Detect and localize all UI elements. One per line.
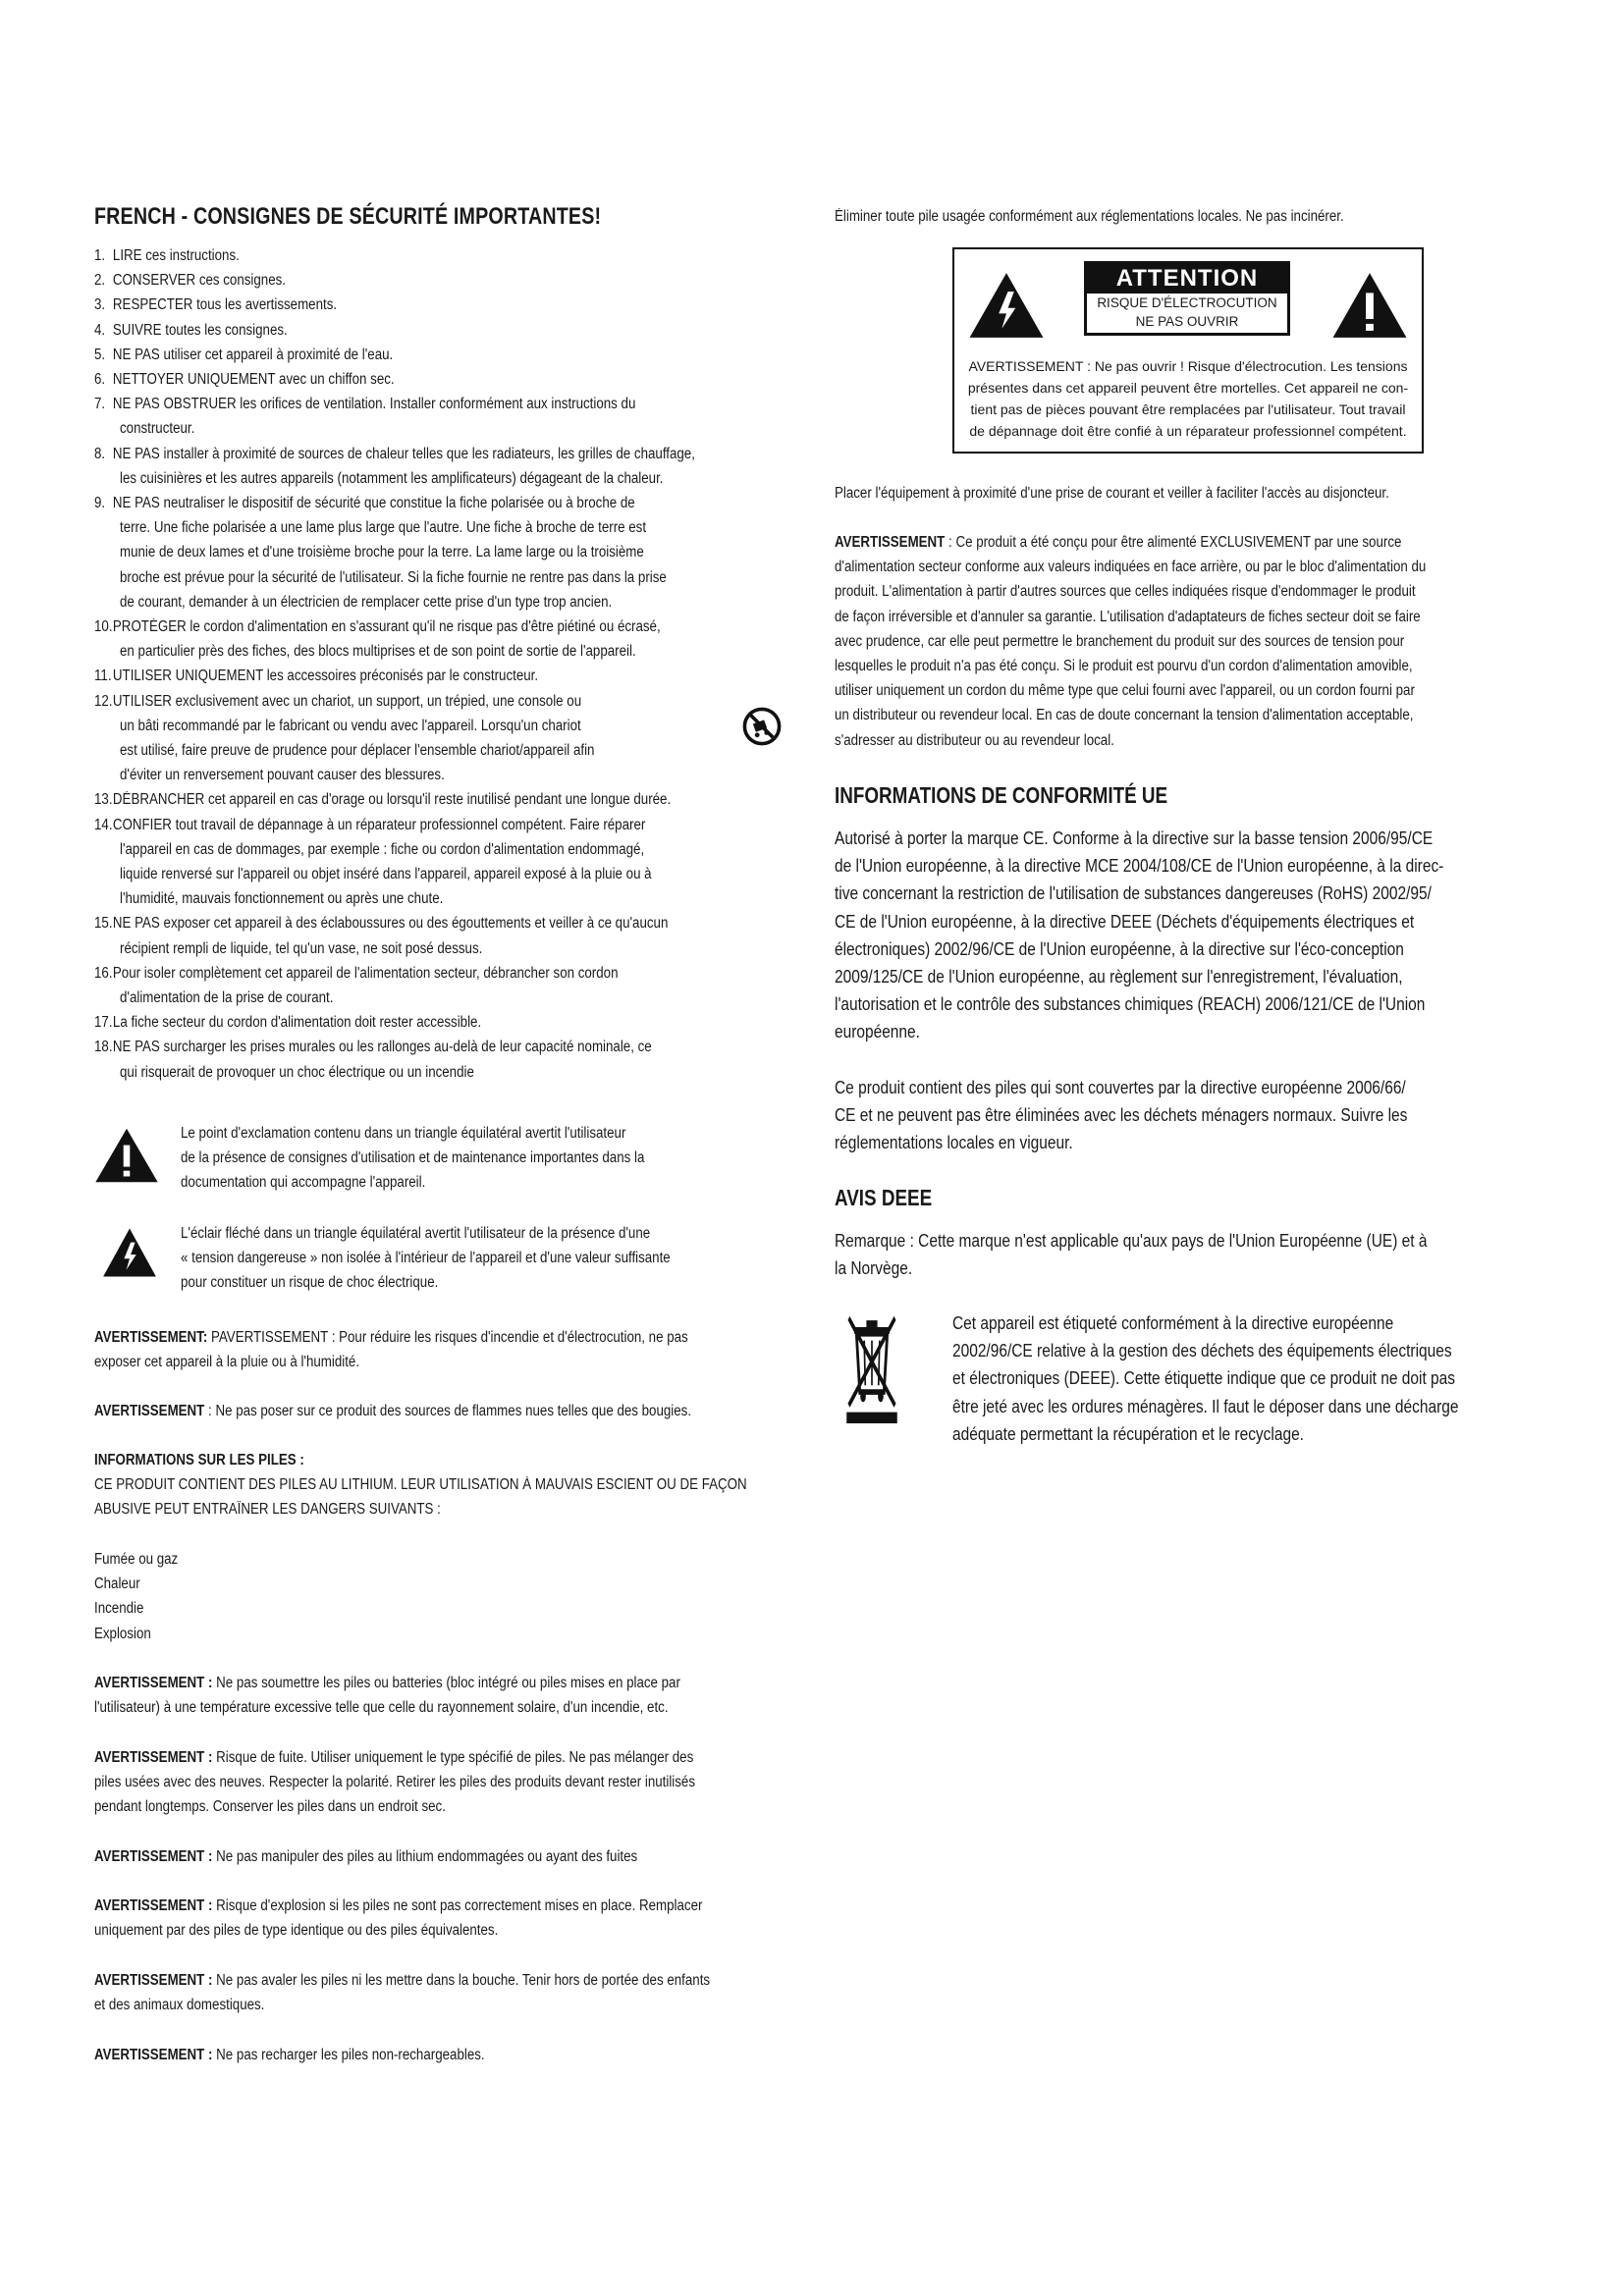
item-text: RESPECTER tous les avertissements. — [112, 296, 338, 314]
safety-item — [94, 392, 635, 416]
item-number: 17. — [94, 1014, 113, 1032]
place-line: Placer l'équipement à proximité d'une prise de courant et veiller à faciliter l'accès au disjoncteur. — [835, 485, 1389, 502]
safety-item — [94, 787, 671, 812]
item-number: 9. — [94, 495, 106, 511]
power-warning-line: avec prudence, car elle peut permettre le branchement du produit sur des sources de tension pour — [835, 632, 1405, 650]
item-text: NE PAS utiliser cet appareil à proximité de l'eau. — [112, 346, 394, 363]
ue-paragraph-line: européenne. — [835, 1022, 920, 1042]
warning-text: : Ce produit a été conçu pour être alimenté EXCLUSIVEMENT par une source — [945, 534, 1402, 551]
item-number: 8. — [94, 445, 106, 462]
item-text: UTILISER UNIQUEMENT les accessoires préconisés par le constructeur. — [112, 667, 539, 685]
ue-paragraph-line: électroniques) 2002/96/CE de l'Union européenne, à la directive sur l'éco-conception — [835, 938, 1404, 959]
ue-heading: INFORMATIONS DE CONFORMITÉ UE — [835, 782, 1168, 808]
deee-text-line: 2002/96/CE relative à la gestion des déchets des équipements électriques — [952, 1341, 1452, 1362]
safety-item: en particulier près des fiches, des blocs multiprises et de son point de sortie de l'appareil. — [120, 643, 636, 661]
warning-flame-line — [94, 1399, 691, 1423]
safety-item — [94, 1035, 652, 1059]
lightning-note-line: pour constituer un risque de choc électrique. — [181, 1274, 439, 1292]
battery-warning-line: uniquement par des piles de type identique ou des piles équivalentes. — [94, 1922, 499, 1940]
safety-item: de courant, demander à un électricien de remplacer cette prise d'un type trop ancien. — [120, 593, 613, 611]
battery-warning-line: piles usées avec des neuves. Respecter la polarité. Retirer les piles des produits devant rester inutilisés — [94, 1774, 696, 1791]
warning-label: AVERTISSEMENT — [835, 534, 946, 551]
warning-label: AVERTISSEMENT : — [94, 1675, 213, 1691]
battery-warning — [94, 1671, 680, 1695]
safety-item — [94, 268, 286, 293]
battery-warning-line: pendant longtemps. Conserver les piles dans un endroit sec. — [94, 1798, 446, 1816]
battery-warning — [94, 2043, 485, 2067]
warning-label: AVERTISSEMENT : — [94, 1972, 213, 1989]
attention-box-text: de dépannage doit être confié à un réparateur professionnel compétent. — [969, 423, 1407, 439]
power-warning-line: s'adresser au distributeur ou au revendeur local. — [835, 731, 1114, 749]
safety-item — [94, 243, 240, 268]
power-warning-line: produit. L'alimentation à partir d'autres sources que celles indiquées risque d'endommager le produit — [835, 583, 1416, 601]
item-text: Pour isoler complètement cet appareil de l'alimentation secteur, débrancher son cordon — [112, 964, 619, 982]
power-warning-line: de façon irréversible et d'annuler sa garantie. L'utilisation d'adaptateurs de fiches secteur doit se faire — [835, 608, 1421, 625]
power-warning-line: utiliser uniquement un cordon du même type que celui fourni avec l'appareil, ou un cordon fourni par — [835, 682, 1415, 700]
attention-line-1: RISQUE D'ÉLECTROCUTION — [1097, 295, 1277, 310]
deee-text-line: adéquate permettant la récupération et le recyclage. — [952, 1423, 1304, 1444]
safety-item — [94, 491, 635, 515]
warning-text: Ne pas recharger les piles non-rechargeables. — [212, 2047, 485, 2063]
page-title: FRENCH - CONSIGNES DE SÉCURITÉ IMPORTANTES! — [94, 203, 602, 230]
warning-text: PAVERTISSEMENT : Pour réduire les risques d'incendie et d'électrocution, ne pas — [207, 1329, 688, 1346]
deee-remark-line: Remarque : Cette marque n'est applicable qu'aux pays de l'Union Européenne (UE) et à — [835, 1231, 1428, 1251]
safety-item — [94, 961, 618, 986]
battery-warning — [94, 1968, 710, 1993]
item-text: NE PAS neutraliser le dispositif de sécurité que constitue la fiche polarisée ou à broche de — [112, 495, 635, 511]
ue-paragraph-line: tive concernant la restriction de l'utilisation de substances dangereuses (RoHS) 2002/95/ — [835, 883, 1432, 904]
safety-item — [94, 343, 393, 367]
item-text: NETTOYER UNIQUEMENT avec un chiffon sec. — [112, 371, 395, 388]
safety-item: un bâti recommandé par le fabricant ou vendu avec l'appareil. Lorsqu'un chariot — [120, 717, 581, 734]
safety-item — [94, 1010, 481, 1035]
item-text: UTILISER exclusivement avec un chariot, un support, un trépied, une console ou — [112, 692, 582, 710]
lightning-triangle-icon — [968, 271, 1045, 345]
attention-label — [1084, 261, 1290, 336]
power-warning-line: lesquelles le produit n'a pas été conçu. Si le produit est pourvu d'un cordon d'alimentation amovible, — [835, 658, 1413, 674]
attention-warning-box — [952, 247, 1424, 454]
exclamation-triangle-icon — [94, 1127, 159, 1189]
warning-text: Ne pas avaler les piles ni les mettre dans la bouche. Tenir hors de portée des enfants — [212, 1972, 711, 1989]
safety-item: l'appareil en cas de dommages, par exemple : fiche ou cordon d'alimentation endommagé, — [120, 840, 645, 858]
item-text: NE PAS exposer cet appareil à des éclaboussures ou des égouttements et veiller à ce qu'aucun — [112, 915, 669, 933]
deee-heading: AVIS DEEE — [835, 1185, 933, 1210]
safety-item — [94, 318, 288, 343]
attention-line-2: NE PAS OUVRIR — [1135, 314, 1239, 329]
deee-text-line: être jeté avec les ordures ménagères. Il faut le déposer dans une décharge — [952, 1396, 1459, 1416]
safety-item: qui risquerait de provoquer un choc électrique ou un incendie — [120, 1063, 474, 1081]
ue-paragraph-line: Autorisé à porter la marque CE. Conforme à la directive sur la basse tension 2006/95/CE — [835, 828, 1434, 848]
safety-item — [94, 367, 395, 392]
item-text: NE PAS installer à proximité de sources de chaleur telles que les radiateurs, les grilles de chauffage, — [112, 445, 695, 462]
item-text: NE PAS surcharger les prises murales ou les rallonges au-delà de leur capacité nominale, ce — [112, 1039, 652, 1056]
item-number: 18. — [94, 1039, 113, 1056]
safety-item: d'alimentation de la prise de courant. — [120, 989, 334, 1006]
safety-item — [94, 689, 581, 714]
deee-remark-line: la Norvège. — [835, 1258, 913, 1279]
exclamation-note-line: Le point d'exclamation contenu dans un triangle équilatéral avertit l'utilisateur — [181, 1125, 626, 1142]
item-number: 3. — [94, 296, 106, 314]
warning-label: AVERTISSEMENT — [94, 1403, 205, 1419]
deee-text-line: Cet appareil est étiqueté conformément à la directive européenne — [952, 1313, 1394, 1333]
item-text: La fiche secteur du cordon d'alimentation doit rester accessible. — [112, 1014, 482, 1032]
battery-intro-line: CE PRODUIT CONTIENT DES PILES AU LITHIUM. LEUR UTILISATION À MAUVAIS ESCIENT OU DE FAÇON — [94, 1476, 747, 1493]
battery-warning-line: l'utilisateur) à une température excessive telle que celle du rayonnement solaire, d'un incendie, etc. — [94, 1699, 669, 1717]
warning-label: AVERTISSEMENT : — [94, 1897, 213, 1914]
exclamation-note-line: documentation qui accompagne l'appareil. — [181, 1174, 426, 1192]
safety-item — [94, 614, 661, 639]
item-text: DÉBRANCHER cet appareil en cas d'orage ou lorsqu'il reste inutilisé pendant une longue durée. — [112, 791, 672, 809]
exclamation-triangle-icon — [1331, 271, 1408, 345]
danger-item: Chaleur — [94, 1575, 140, 1593]
safety-item: constructeur. — [120, 420, 195, 438]
crossed-out-wheelie-bin-icon — [844, 1311, 899, 1428]
item-number: 2. — [94, 272, 106, 290]
item-number: 14. — [94, 816, 113, 833]
safety-item — [94, 911, 668, 935]
safety-item: l'humidité, mauvais fonctionnement ou après une chute. — [120, 890, 444, 908]
warning-label: AVERTISSEMENT : — [94, 1749, 213, 1766]
battery-intro-line: ABUSIVE PEUT ENTRAÎNER LES DANGERS SUIVANTS : — [94, 1501, 441, 1519]
warning-text: : Ne pas poser sur ce produit des sources de flammes nues telles que des bougies. — [204, 1403, 692, 1419]
safety-item: récipient rempli de liquide, tel qu'un vase, ne soit posé dessus. — [120, 939, 483, 957]
battery-heading: INFORMATIONS SUR LES PILES : — [94, 1452, 304, 1468]
item-number: 5. — [94, 346, 106, 363]
item-text: SUIVRE toutes les consignes. — [112, 321, 288, 339]
warning-rain-line: exposer cet appareil à la pluie ou à l'humidité. — [94, 1354, 360, 1371]
ue-paragraph-line: de l'Union européenne, à la directive MCE 2004/108/CE de l'Union européenne, à la direc- — [835, 856, 1444, 877]
safety-item: munie de deux lames et d'une troisième broche pour la terre. La lame large ou la troisième — [120, 544, 644, 561]
item-number: 4. — [94, 321, 106, 339]
attention-box-text: tient pas de pièces pouvant être remplacées par l'utilisateur. Tout travail — [970, 401, 1406, 417]
battery-warning — [94, 1745, 693, 1770]
battery-warning — [94, 1844, 637, 1869]
attention-title: ATTENTION — [1087, 264, 1287, 294]
warning-text: Ne pas manipuler des piles au lithium endommagées ou ayant des fuites — [212, 1848, 638, 1865]
item-number: 10. — [94, 618, 113, 635]
ue-paragraph-line: l'autorisation et le contrôle des substances chimiques (REACH) 2006/121/CE de l'Union — [835, 994, 1426, 1015]
warning-label: AVERTISSEMENT : — [94, 2047, 213, 2063]
safety-item: les cuisinières et les autres appareils (notamment les amplificateurs) dégageant de la chaleur. — [120, 469, 664, 487]
battery-warning — [94, 1894, 702, 1918]
item-number: 15. — [94, 915, 113, 933]
battery-warning-line: et des animaux domestiques. — [94, 1997, 265, 2014]
ue-paragraph-line: Ce produit contient des piles qui sont couvertes par la directive européenne 2006/66/ — [835, 1078, 1406, 1097]
item-number: 11. — [94, 667, 112, 685]
item-text: CONSERVER ces consignes. — [112, 272, 287, 290]
cart-tip-over-icon — [742, 707, 782, 751]
exclamation-note-line: de la présence de consignes d'utilisation et de maintenance importantes dans la — [181, 1149, 645, 1167]
item-text: PROTÉGER le cordon d'alimentation en s'assurant qu'il ne risque pas d'être piétiné ou écrasé, — [112, 618, 661, 635]
safety-item — [94, 442, 695, 466]
item-text: NE PAS OBSTRUER les orifices de ventilation. Installer conformément aux instructions du — [112, 396, 636, 413]
item-number: 13. — [94, 791, 113, 809]
ue-paragraph-line: CE de l'Union européenne, à la directive DEEE (Déchets d'équipements électriques et — [835, 911, 1415, 932]
lightning-note-line: « tension dangereuse » non isolée à l'intérieur de l'appareil et d'une valeur suffisante — [181, 1250, 671, 1267]
warning-rain-line — [94, 1325, 688, 1350]
danger-item: Incendie — [94, 1600, 144, 1618]
item-number: 7. — [94, 396, 106, 413]
safety-item: terre. Une fiche polarisée a une lame plus large que l'autre. Une fiche à broche de terre est — [120, 519, 647, 537]
safety-item: est utilisé, faire preuve de prudence pour déplacer l'ensemble chariot/appareil afin — [120, 742, 595, 759]
power-warning — [835, 530, 1401, 555]
warning-text: Risque d'explosion si les piles ne sont pas correctement mises en place. Remplacer — [212, 1897, 703, 1914]
safety-item — [94, 813, 645, 837]
lightning-note-line: L'éclair fléché dans un triangle équilatéral avertit l'utilisateur de la présence d'une — [181, 1225, 651, 1242]
danger-item: Fumée ou gaz — [94, 1551, 179, 1568]
safety-item — [94, 293, 337, 317]
lightning-triangle-icon — [102, 1227, 157, 1283]
item-text: LIRE ces instructions. — [112, 247, 240, 264]
safety-item: d'éviter un renversement pouvant causer des blessures. — [120, 767, 445, 784]
warning-text: Risque de fuite. Utiliser uniquement le type spécifié de piles. Ne pas mélanger des — [212, 1749, 694, 1766]
warning-label: AVERTISSEMENT: — [94, 1329, 208, 1346]
power-warning-line: un distributeur ou revendeur local. En cas de doute concernant la tension d'alimentation acceptable, — [835, 707, 1414, 724]
danger-item: Explosion — [94, 1625, 151, 1642]
item-text: CONFIER tout travail de dépannage à un réparateur professionnel compétent. Faire réparer — [112, 816, 646, 833]
ue-paragraph-line: 2009/125/CE de l'Union européenne, au règlement sur l'enregistrement, l'évaluation, — [835, 967, 1403, 987]
warning-text: Ne pas soumettre les piles ou batteries (bloc intégré ou piles mises en place par — [212, 1675, 680, 1691]
safety-item — [94, 664, 538, 688]
warning-label: AVERTISSEMENT : — [94, 1848, 213, 1865]
deee-text-line: et électroniques (DEEE). Cette étiquette indique que ce produit ne doit pas — [952, 1368, 1456, 1389]
ue-paragraph-line: CE et ne peuvent pas être éliminées avec les déchets ménagers normaux. Suivre les — [835, 1105, 1408, 1126]
item-number: 1. — [94, 247, 106, 264]
dispose-line: Éliminer toute pile usagée conformément aux réglementations locales. Ne pas incinérer. — [835, 208, 1344, 225]
item-number: 6. — [94, 371, 106, 388]
safety-item: broche est prévue pour la sécurité de l'utilisateur. Si la fiche fournie ne rentre pas dans la prise — [120, 568, 667, 586]
item-number: 12. — [94, 692, 113, 710]
safety-item: liquide renversé sur l'appareil ou objet inséré dans l'appareil, appareil exposé à la pluie ou à — [120, 866, 652, 882]
ue-paragraph-line: réglementations locales en vigueur. — [835, 1133, 1073, 1153]
attention-box-text: AVERTISSEMENT : Ne pas ouvrir ! Risque d'électrocution. Les tensions — [968, 358, 1408, 374]
power-warning-line: d'alimentation secteur conforme aux valeurs indiquées en face arrière, ou par le bloc d'alimentation du — [835, 559, 1427, 576]
attention-box-text: présentes dans cet appareil peuvent être mortelles. Cet appareil ne con- — [967, 380, 1409, 396]
item-number: 16. — [94, 964, 113, 982]
